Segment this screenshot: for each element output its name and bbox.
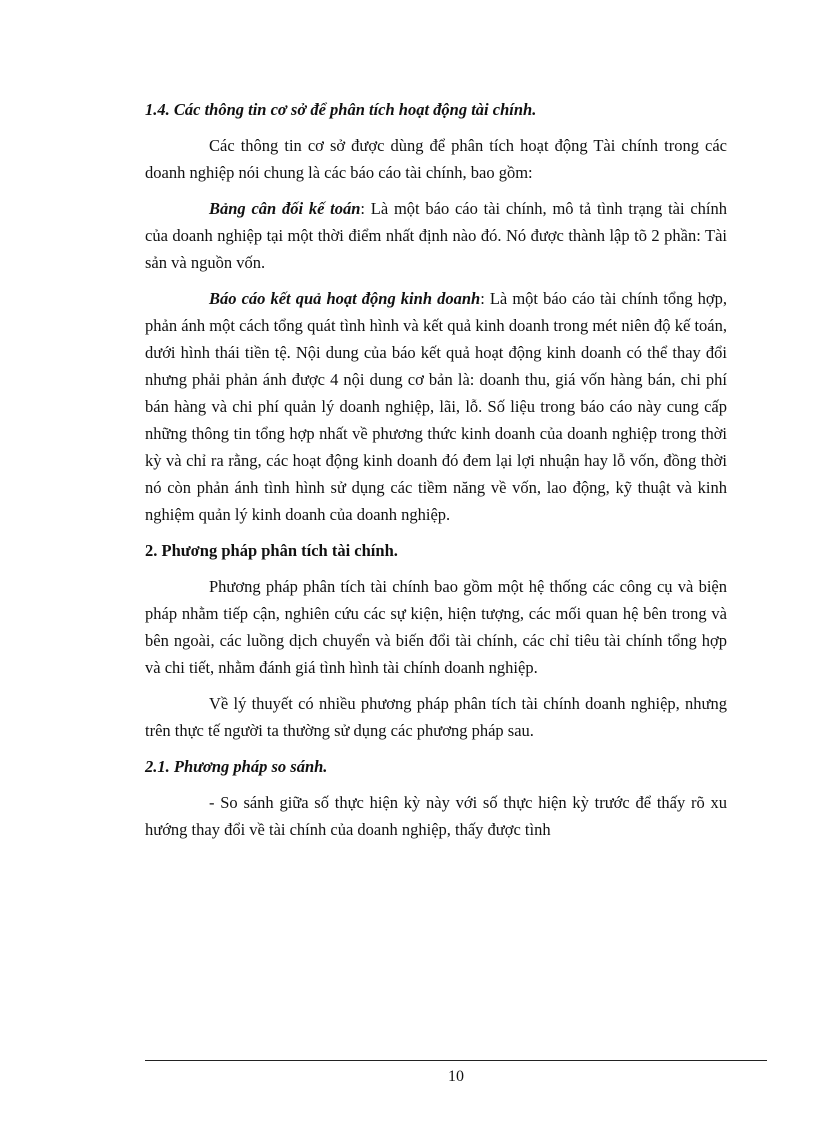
paragraph-text: Phương pháp phân tích tài chính bao gồm một hệ thống các công cụ và biện pháp nhằm tiếp cận, nghiên cứu các sự kiện, hiện tượng, các mối quan hệ bên trong và bên ngoài, các luồng dịch chuyển và biến đổi tài chính, các chỉ tiêu tài chính tổng hợp và chi tiết, nhằm đánh giá tình hình tài chính doanh nghiệp. [145,577,727,677]
paragraph-lead-term: Báo cáo kết quả hoạt động kinh doanh [209,289,481,308]
paragraph [145,690,727,744]
paragraph-text: Các thông tin cơ sở được dùng để phân tích hoạt động Tài chính trong các doanh nghiệp nói chung là các báo cáo tài chính, bao gồm: [145,136,727,182]
paragraph-text: : Là một báo cáo tài chính tổng hợp, phản ánh một cách tổng quát tình hình và kết quả kinh doanh trong mét niên độ kế toán, dưới hình thái tiền tệ. Nội dung của báo kết quả hoạt động kinh doanh có thể thay đổi nhưng phải phản ánh được 4 nội dung cơ bản là: doanh thu, giá vốn hàng bán, chi phí bán hàng và chi phí quản lý doanh nghiệp, lãi, lỗ. Số liệu trong báo cáo này cung cấp những thông tin tổng hợp nhất về phương thức kinh doanh của doanh nghiệp trong thời kỳ và chỉ ra rằng, các hoạt động kinh doanh đó đem lại lợi nhuận hay lỗ vốn, đồng thời nó còn phản ánh tình hình sử dụng các tiềm năng về vốn, lao động, kỹ thuật và kinh nghiệm quản lý kinh doanh của doanh nghiệp. [145,289,728,524]
paragraph [145,195,727,276]
paragraph [145,573,727,681]
paragraph-text: - So sánh giữa số thực hiện kỳ này với số thực hiện kỳ trước để thấy rõ xu hướng thay đổi về tài chính của doanh nghiệp, thấy được tình [145,793,727,839]
section-1-4 [145,96,727,528]
paragraph [145,132,727,186]
section-heading: 2.1. Phương pháp so sánh. [145,757,328,776]
paragraph [145,285,727,528]
paragraph-lead-term: Bảng cân đối kế toán [209,199,361,218]
paragraph-text: Về lý thuyết có nhiều phương pháp phân tích tài chính doanh nghiệp, nhưng trên thực tế người ta thường sử dụng các phương pháp sau. [145,694,727,740]
section-2 [145,537,727,744]
footer-divider [145,1060,767,1061]
page-number: 10 [448,1068,464,1085]
section-2-1 [145,753,727,843]
paragraph [145,789,727,843]
section-heading: 2. Phương pháp phân tích tài chính. [145,541,398,560]
paragraph-text: : Là một báo cáo tài chính, mô tả tình trạng tài chính của doanh nghiệp tại một thời điểm nhất định nào đó. Nó được thành lập tõ 2 phần: Tài sản và nguồn vốn. [145,199,727,272]
section-heading: 1.4. Các thông tin cơ sở để phân tích hoạt động tài chính. [145,100,537,119]
document-body [145,96,727,852]
